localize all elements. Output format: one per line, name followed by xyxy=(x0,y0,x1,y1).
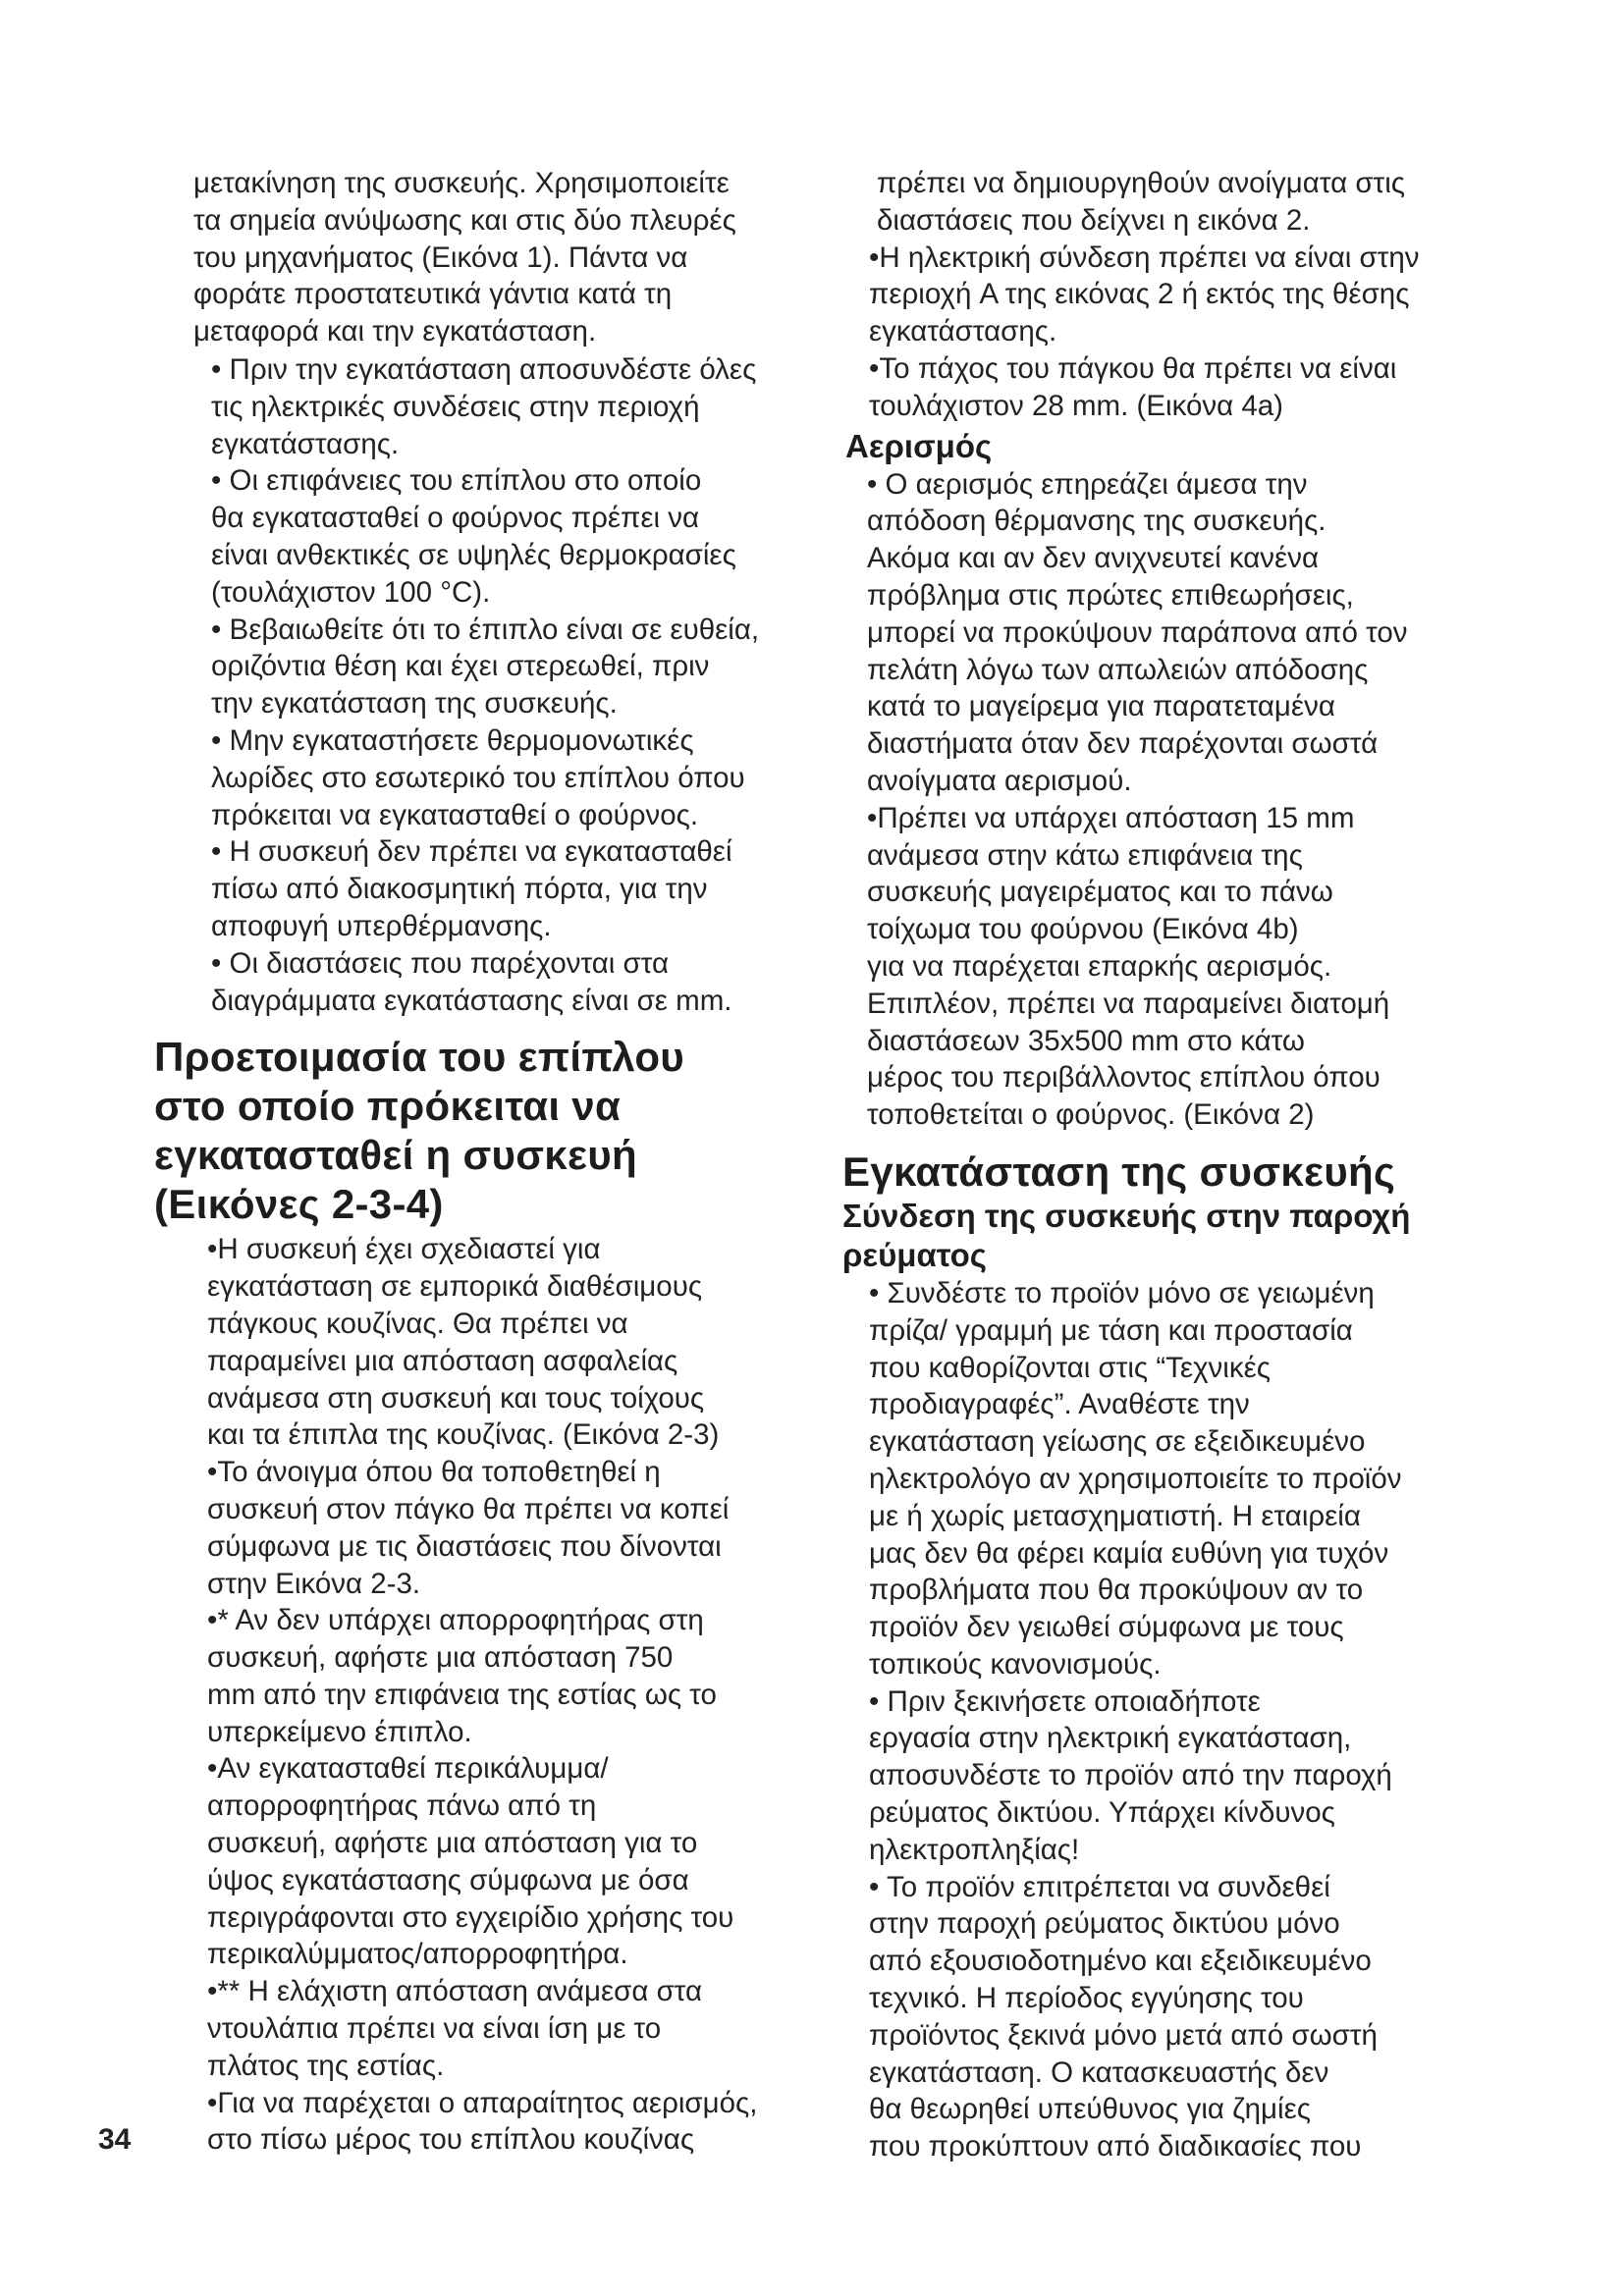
text-line: συσκευή, αφήστε μια απόσταση 750 xyxy=(207,1641,674,1675)
text-line: ντουλάπια πρέπει να είναι ίση με το xyxy=(207,2012,662,2046)
bullet-item xyxy=(869,240,1515,350)
text-line: πλάτος της εστίας. xyxy=(207,2049,445,2082)
text-line: •Το άνοιγμα όπου θα τοποθετηθεί η xyxy=(207,1456,661,1489)
text-line: προδιαγραφές”. Αναθέστε την xyxy=(869,1388,1250,1421)
text-line: • Το προϊόν επιτρέπεται να συνδεθεί xyxy=(869,1870,1330,1903)
text-line: μέρος του περιβάλλοντος επίπλου όπου xyxy=(867,1061,1380,1095)
text-line: • Πριν την εγκατάσταση αποσυνδέστε όλες xyxy=(211,352,757,386)
text-line: λωρίδες στο εσωτερικό του επίπλου όπου xyxy=(211,761,745,794)
text-line: τα σημεία ανύψωσης και στις δύο πλευρές xyxy=(193,203,736,237)
heading-line: ρεύματος xyxy=(842,1236,987,1273)
text-line: συσκευής μαγειρέματος και το πάνω xyxy=(867,876,1333,909)
text-line: την εγκατάσταση της συσκευής. xyxy=(211,687,618,721)
text-line: περικαλύμματος/απορροφητήρα. xyxy=(207,1938,628,1971)
text-line: αποφυγή υπερθέρμανσης. xyxy=(211,909,552,942)
text-line: τοπικούς κανονισμούς. xyxy=(869,1647,1162,1681)
text-line: παραμείνει μια απόσταση ασφαλείας xyxy=(207,1344,678,1377)
text-line: πελάτη λόγω των απωλειών απόδοσης xyxy=(867,653,1369,686)
text-line: •** Η ελάχιστη απόσταση ανάμεσα στα xyxy=(207,1975,703,2008)
text-line: εγκατάστασης. xyxy=(211,427,400,460)
text-line: από εξουσιοδοτημένο και εξειδικευμένο xyxy=(869,1945,1372,1978)
text-line: •Πρέπει να υπάρχει απόσταση 15 mm xyxy=(867,801,1355,834)
heading-line: (Εικόνες 2-3-4) xyxy=(154,1181,444,1228)
bullet-item xyxy=(869,1683,1515,1869)
text-line: διαστάσεων 35x500 mm στο κάτω xyxy=(867,1024,1305,1057)
text-line: • Συνδέστε το προϊόν μόνο σε γειωμένη xyxy=(869,1276,1375,1309)
text-line: απόδοση θέρμανσης της συσκευής. xyxy=(867,505,1326,538)
text-line: μας δεν θα φέρει καμία ευθύνη για τυχόν xyxy=(869,1536,1389,1570)
text-line: στην Εικόνα 2-3. xyxy=(207,1567,421,1600)
text-line: φοράτε προστατευτικά γάντια κατά τη xyxy=(193,278,673,311)
text-line: ρεύματος δικτύου. Υπάρχει κίνδυνος xyxy=(869,1796,1335,1830)
text-line: προϊόντος ξεκινά μόνο μετά από σωστή xyxy=(869,2018,1378,2052)
text-line: μεταφορά και την εγκατάσταση. xyxy=(193,315,597,348)
text-line: Ακόμα και αν δεν ανιχνευτεί κανένα xyxy=(867,542,1320,575)
text-line: τοίχωμα του φούρνου (Εικόνα 4b) xyxy=(867,913,1299,946)
bullet-list xyxy=(869,1275,1515,2165)
text-line: μπορεί να προκύψουν παράπονα από τον xyxy=(867,615,1408,649)
bullet-item xyxy=(869,350,1515,425)
text-line: που προκύπτουν από διαδικασίες που xyxy=(869,2130,1362,2163)
text-line: μετακίνηση της συσκευής. Χρησιμοποιείτε xyxy=(193,167,730,199)
text-line: πρέπει να δημιουργηθούν ανοίγματα στις xyxy=(877,167,1405,199)
text-line: Επιπλέον, πρέπει να παραμείνει διατομή xyxy=(867,987,1390,1020)
page-number: 34 xyxy=(98,2123,132,2156)
text-line: • Οι επιφάνειες του επίπλου στο οποίο xyxy=(211,464,702,498)
bullet-item xyxy=(207,1973,822,2084)
power-connection-heading xyxy=(842,1197,1515,1275)
text-line: ανάμεσα στη συσκευή και τους τοίχους xyxy=(207,1381,705,1415)
text-line: πρόβλημα στις πρώτες επιθεωρήσεις, xyxy=(867,578,1354,612)
bullet-list xyxy=(867,466,1515,1134)
text-line: με ή χωρίς μετασχηματιστή. Η εταιρεία xyxy=(869,1499,1361,1532)
text-line: για να παρέχεται επαρκής αερισμός. xyxy=(867,949,1332,983)
text-line: τοποθετείται ο φούρνος. (Εικόνα 2) xyxy=(867,1098,1315,1132)
text-line: •Η ηλεκτρική σύνδεση πρέπει να είναι στην xyxy=(869,240,1420,274)
text-line: είναι ανθεκτικές σε υψηλές θερμοκρασίες xyxy=(211,538,736,571)
heading-line: στο οποίο πρόκειται να xyxy=(154,1083,622,1130)
text-line: σύμφωνα με τις διαστάσεις που δίνονται xyxy=(207,1529,722,1563)
text-line: στην παροχή ρεύματος δικτύου μόνο xyxy=(869,1907,1340,1941)
text-line: διαστάσεις που δείχνει η εικόνα 2. xyxy=(877,203,1311,237)
text-line: ηλεκτρολόγο αν χρησιμοποιείτε το προϊόν xyxy=(869,1462,1402,1495)
text-line: προϊόν δεν γειωθεί σύμφωνα με τους xyxy=(869,1611,1344,1644)
bullet-item xyxy=(211,351,822,462)
text-line: τεχνικό. Η περίοδος εγγύησης του xyxy=(869,1982,1304,2015)
text-line: που καθορίζονται στις “Τεχνικές xyxy=(869,1351,1271,1384)
text-line: •Αν εγκατασταθεί περικάλυμμα/ xyxy=(207,1752,609,1786)
text-line: εγκατάστασης. xyxy=(869,315,1057,348)
bullet-item xyxy=(867,466,1515,800)
text-line: πάγκους κουζίνας. Θα πρέπει να xyxy=(207,1307,628,1340)
text-line: mm από την επιφάνεια της εστίας ως το xyxy=(207,1678,717,1711)
section-heading xyxy=(154,1033,822,1229)
installation-heading: Εγκατάσταση της συσκευής xyxy=(842,1148,1396,1195)
text-line: •Για να παρέχεται ο απαραίτητος αερισμός, xyxy=(207,2086,758,2119)
bullet-item xyxy=(869,1869,1515,2165)
text-line: διαγράμματα εγκατάστασης είναι σε mm. xyxy=(211,984,732,1017)
bullet-item xyxy=(869,1275,1515,1683)
bullet-item xyxy=(211,833,822,944)
text-line: •Η συσκευή έχει σχεδιαστεί για xyxy=(207,1233,601,1266)
intro-paragraph xyxy=(193,165,822,350)
text-line: • Βεβαιωθείτε ότι το έπιπλο είναι σε ευθεία, xyxy=(211,613,760,646)
right-column xyxy=(842,165,1515,2165)
bullet-item xyxy=(211,722,822,833)
text-line: περιγράφονται στο εγχειρίδιο χρήσης του xyxy=(207,1900,734,1934)
bullet-item xyxy=(207,1750,822,1973)
text-line: ανάμεσα στην κάτω επιφάνεια της xyxy=(867,838,1303,872)
text-line: θα εγκατασταθεί ο φούρνος πρέπει να xyxy=(211,502,700,535)
text-line: πρόκειται να εγκατασταθεί ο φούρνος. xyxy=(211,798,699,831)
text-line: • Μην εγκαταστήσετε θερμομονωτικές xyxy=(211,723,694,757)
text-line: εγκατάσταση σε εμπορικά διαθέσιμους xyxy=(207,1270,703,1304)
left-column xyxy=(154,165,822,2159)
bullet-item xyxy=(207,1231,822,1454)
text-line: εργασία στην ηλεκτρική εγκατάσταση, xyxy=(869,1722,1352,1755)
text-line: περιοχή A της εικόνας 2 ή εκτός της θέσης xyxy=(869,278,1410,311)
bullet-list xyxy=(189,1231,822,2159)
text-line: πίσω από διακοσμητική πόρτα, για την xyxy=(211,873,708,906)
bullet-item xyxy=(207,1454,822,1602)
bullet-item xyxy=(211,612,822,722)
text-line: τουλάχιστον 28 mm. (Εικόνα 4a) xyxy=(869,389,1284,422)
text-line: •* Αν δεν υπάρχει απορροφητήρας στη xyxy=(207,1604,704,1637)
bullet-item xyxy=(211,945,822,1020)
text-line: αποσυνδέστε το προϊόν από την παροχή xyxy=(869,1759,1392,1792)
bullet-item xyxy=(211,462,822,611)
text-line: απορροφητήρας πάνω από τη xyxy=(207,1789,597,1823)
bullet-item xyxy=(867,800,1515,1134)
text-line: ανοίγματα αερισμού. xyxy=(867,764,1132,797)
text-line: πρίζα/ γραμμή με τάση και προστασία xyxy=(869,1313,1353,1347)
heading-line: εγκατασταθεί η συσκευή xyxy=(154,1132,637,1179)
bullet-item xyxy=(207,2085,822,2160)
text-line: τις ηλεκτρικές συνδέσεις στην περιοχή xyxy=(211,390,700,423)
heading-line: Σύνδεση της συσκευής στην παροχή xyxy=(842,1197,1411,1234)
text-line: και τα έπιπλα της κουζίνας. (Εικόνα 2-3) xyxy=(207,1418,720,1452)
text-line: (τουλάχιστον 100 °C). xyxy=(211,575,491,609)
text-line: ηλεκτροπληξίας! xyxy=(869,1833,1080,1866)
text-line: του μηχανήματος (Εικόνα 1). Πάντα να xyxy=(193,240,688,274)
continued-paragraph xyxy=(877,165,1515,240)
bullet-item xyxy=(207,1602,822,1750)
text-line: συσκευή στον πάγκο θα πρέπει να κοπεί xyxy=(207,1492,730,1525)
text-line: • Η συσκευή δεν πρέπει να εγκατασταθεί xyxy=(211,835,732,869)
ventilation-heading: Αερισμός xyxy=(845,427,993,464)
text-line: υπερκείμενο έπιπλο. xyxy=(207,1715,472,1748)
bullet-list xyxy=(193,351,822,1019)
text-line: ύψος εγκατάστασης σύμφωνα με όσα xyxy=(207,1863,689,1896)
text-line: οριζόντια θέση και έχει στερεωθεί, πριν xyxy=(211,650,710,683)
text-line: • Πριν ξεκινήσετε οποιαδήποτε xyxy=(869,1684,1261,1718)
heading-line: Προετοιμασία του επίπλου xyxy=(154,1034,685,1081)
text-line: εγκατάσταση γείωσης σε εξειδικευμένο xyxy=(869,1425,1366,1459)
text-line: • Οι διαστάσεις που παρέχονται στα xyxy=(211,946,670,980)
text-line: διαστήματα όταν δεν παρέχονται σωστά xyxy=(867,727,1379,761)
text-line: •Το πάχος του πάγκου θα πρέπει να είναι xyxy=(869,351,1397,385)
bullet-list xyxy=(869,240,1515,425)
text-line: στο πίσω μέρος του επίπλου κουζίνας xyxy=(207,2123,695,2157)
text-line: κατά το μαγείρεμα για παρατεταμένα xyxy=(867,690,1335,723)
text-line: προβλήματα που θα προκύψουν αν το xyxy=(869,1574,1364,1607)
text-line: συσκευή, αφήστε μια απόσταση για το xyxy=(207,1827,698,1860)
text-line: • Ο αερισμός επηρεάζει άμεσα την xyxy=(867,467,1308,501)
text-line: εγκατάσταση. Ο κατασκευαστής δεν xyxy=(869,2056,1329,2089)
text-line: θα θεωρηθεί υπεύθυνος για ζημίες xyxy=(869,2093,1311,2126)
